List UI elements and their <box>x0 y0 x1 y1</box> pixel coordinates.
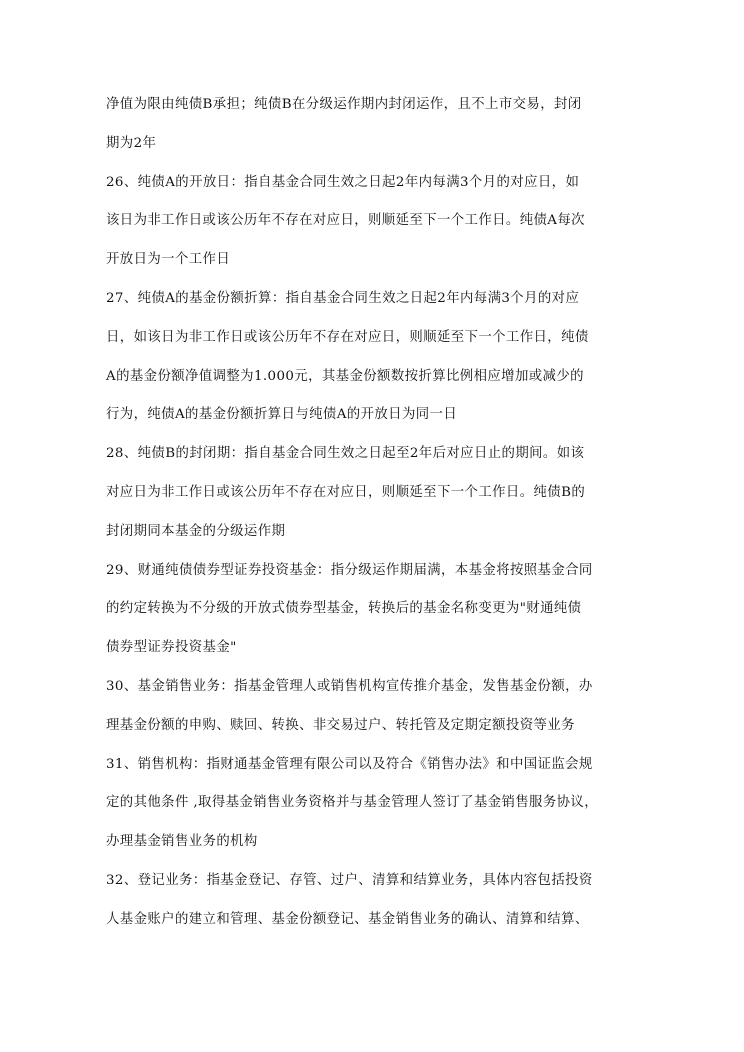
text-line: 人基金账户的建立和管理、基金份额登记、基金销售业务的确认、清算和结算、 <box>106 911 589 927</box>
text-line: 行为，纯债A的基金份额折算日与纯债A的开放日为同一日 <box>106 407 458 423</box>
text-line: 32、登记业务：指基金登记、存管、过户、清算和结算业务，具体内容包括投资 <box>106 872 593 888</box>
text-line: 的约定转换为不分级的开放式债券型基金，转换后的基金名称变更为"财通纯债 <box>106 601 582 617</box>
document-body <box>106 91 646 945</box>
text-line: 26、纯债A的开放日：指自基金合同生效之日起2年内每满3个月的对应日，如 <box>106 174 580 190</box>
text-line: 日，如该日为非工作日或该公历年不存在对应日，则顺延至下一个工作日，纯债 <box>106 329 589 345</box>
text-line: 封闭期同本基金的分级运作期 <box>106 523 286 539</box>
text-line: 净值为限由纯债B承担；纯债B在分级运作期内封闭运作，且不上市交易，封闭 <box>106 97 582 112</box>
text-line: 28、纯债B的封闭期：指自基金合同生效之日起至2年后对应日止的期间。如该 <box>106 446 585 462</box>
text-line: 对应日为非工作日或该公历年不存在对应日，则顺延至下一个工作日。纯债B的 <box>106 484 586 500</box>
text-line: 31、销售机构：指财通基金管理有限公司以及符合《销售办法》和中国证监会规 <box>106 756 593 772</box>
text-line: A的基金份额净值调整为1.000元，其基金份额数按折算比例相应增加或减少的 <box>106 368 584 384</box>
text-line: 开放日为一个工作日 <box>106 252 231 268</box>
text-line: 该日为非工作日或该公历年不存在对应日，则顺延至下一个工作日。纯债A每次 <box>106 213 585 229</box>
text-line: 理基金份额的申购、赎回、转换、非交易过户、转托管及定期定额投资等业务 <box>106 717 575 733</box>
text-line: 定的其他条件 ,取得基金销售业务资格并与基金管理人签订了基金销售服务协议， <box>106 795 598 811</box>
text-line: 29、财通纯债债券型证券投资基金：指分级运作期届满，本基金将按照基金合同 <box>106 562 593 578</box>
text-line: 债券型证券投资基金" <box>106 640 237 656</box>
text-line: 期为2年 <box>106 135 157 151</box>
text-line: 27、纯债A的基金份额折算：指自基金合同生效之日起2年内每满3个月的对应 <box>106 290 580 306</box>
text-line: 办理基金销售业务的机构 <box>106 834 258 850</box>
text-line: 30、基金销售业务：指基金管理人或销售机构宣传推介基金，发售基金份额，办 <box>106 678 593 694</box>
